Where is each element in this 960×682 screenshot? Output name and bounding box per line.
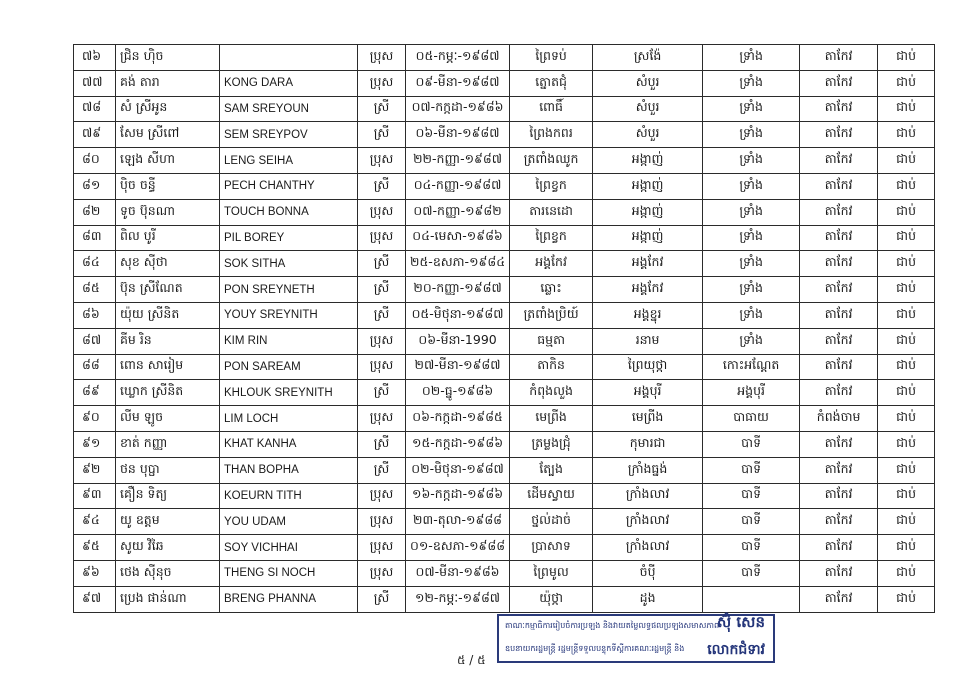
- cell-number: ៧៧: [74, 70, 116, 96]
- cell-province: តាកែវ: [800, 483, 878, 509]
- cell-number: ៩១: [74, 431, 116, 457]
- cell-number: ៩៥: [74, 535, 116, 561]
- cell-result: ជាប់: [878, 509, 935, 535]
- cell-birthdate: ១៥-កក្កដា-១៩៨៦: [406, 431, 510, 457]
- cell-village: អង្គកែវ: [510, 251, 593, 277]
- stamp-line-2: ឧបនាយករដ្ឋមន្ត្រី រដ្ឋមន្ត្រីទទួលបន្ទុកទីស្តីការគណៈរដ្ឋមន្ត្រី និង: [505, 644, 685, 653]
- table-row: [74, 354, 935, 380]
- cell-district: កោះអណ្តែត: [703, 354, 800, 380]
- cell-result: ជាប់: [878, 431, 935, 457]
- table-body: [74, 45, 935, 613]
- cell-village: ឆ្លោះ: [510, 277, 593, 303]
- cell-province: តាកែវ: [800, 431, 878, 457]
- cell-sex: ស្រី: [358, 173, 406, 199]
- cell-birthdate: ១៦-កក្កដា-១៩៨៦: [406, 483, 510, 509]
- cell-district: ទ្រាំង: [703, 277, 800, 303]
- cell-province: តាកែវ: [800, 225, 878, 251]
- cell-village: ព្រៃខ្វក: [510, 173, 593, 199]
- cell-birthdate: ២៧-មីនា-១៩៨៧: [406, 354, 510, 380]
- cell-district: បាទី: [703, 483, 800, 509]
- cell-result: ជាប់: [878, 277, 935, 303]
- cell-name-latin: LIM LOCH: [220, 406, 358, 432]
- cell-birthdate: ០៦-មីនា-១៩៨៧: [406, 122, 510, 148]
- cell-name-latin: KOEURN TITH: [220, 483, 358, 509]
- cell-province: តាកែវ: [800, 328, 878, 354]
- cell-village: ដើមស្វាយ: [510, 483, 593, 509]
- cell-commune: ក្រាំងលាវ: [593, 483, 703, 509]
- stamp-line-1: តាណៈកម្មាធិការរៀបចំការប្រឡង និងវាយតម្លៃលទ្ធផលប្រឡងសមាសភាព: [505, 621, 720, 630]
- cell-birthdate: ០៤-មេសា-១៩៨៦: [406, 225, 510, 251]
- cell-number: ៧៨: [74, 96, 116, 122]
- cell-name-khmer: ប្រេង ផាន់ណា: [116, 586, 220, 612]
- cell-sex: ប្រុស: [358, 148, 406, 174]
- cell-birthdate: ២២-កញ្ញា-១៩៨៧: [406, 148, 510, 174]
- cell-name-khmer: គីម រិន: [116, 328, 220, 354]
- cell-province: តាកែវ: [800, 560, 878, 586]
- cell-number: ៩៦: [74, 560, 116, 586]
- cell-name-khmer: យ៉ុយ ស្រីនិត: [116, 302, 220, 328]
- cell-name-khmer: ខាត់ កញ្ញា: [116, 431, 220, 457]
- cell-sex: ស្រី: [358, 96, 406, 122]
- cell-result: ជាប់: [878, 148, 935, 174]
- cell-district: ទ្រាំង: [703, 302, 800, 328]
- cell-district: ទ្រាំង: [703, 225, 800, 251]
- cell-birthdate: ០៤-កញ្ញា-១៩៨៧: [406, 173, 510, 199]
- cell-number: ៨០: [74, 148, 116, 174]
- cell-name-latin: SOK SITHA: [220, 251, 358, 277]
- results-table: [73, 44, 935, 613]
- cell-birthdate: ០៦-មីនា-1990: [406, 328, 510, 354]
- cell-sex: ប្រុស: [358, 45, 406, 71]
- cell-sex: ស្រី: [358, 380, 406, 406]
- cell-result: ជាប់: [878, 406, 935, 432]
- table-row: [74, 328, 935, 354]
- cell-sex: ប្រុស: [358, 70, 406, 96]
- cell-village: ព្រៃខ្វក: [510, 225, 593, 251]
- cell-sex: ស្រី: [358, 122, 406, 148]
- cell-result: ជាប់: [878, 457, 935, 483]
- cell-name-khmer: ពិល បូរី: [116, 225, 220, 251]
- cell-birthdate: ០៥-មិថុនា-១៩៨៧: [406, 302, 510, 328]
- cell-sex: ប្រុស: [358, 509, 406, 535]
- cell-number: ៨៨: [74, 354, 116, 380]
- cell-province: តាកែវ: [800, 354, 878, 380]
- cell-number: ៨៣: [74, 225, 116, 251]
- cell-name-khmer: ឡេង សីហា: [116, 148, 220, 174]
- table-row: [74, 586, 935, 612]
- cell-village: មេព្រីង: [510, 406, 593, 432]
- cell-district: ទ្រាំង: [703, 122, 800, 148]
- table-row: [74, 302, 935, 328]
- cell-district: បាទី: [703, 431, 800, 457]
- cell-commune: អង្គបុរី: [593, 380, 703, 406]
- cell-province: តាកែវ: [800, 302, 878, 328]
- cell-commune: អង្កាញ់: [593, 225, 703, 251]
- cell-sex: ស្រី: [358, 431, 406, 457]
- cell-village: ប្រាសាទ: [510, 535, 593, 561]
- cell-village: ត្រម្លងជ្រុំ: [510, 431, 593, 457]
- cell-name-khmer: ឃ្លោក ស្រីនិត: [116, 380, 220, 406]
- table-row: [74, 277, 935, 303]
- cell-birthdate: ០១-ឧសភា-១៩៨៨: [406, 535, 510, 561]
- cell-name-latin: SOY VICHHAI: [220, 535, 358, 561]
- cell-result: ជាប់: [878, 483, 935, 509]
- table-row: [74, 45, 935, 71]
- cell-district: បាធាយ: [703, 406, 800, 432]
- cell-province: កំពង់ចាម: [800, 406, 878, 432]
- cell-sex: ប្រុស: [358, 406, 406, 432]
- cell-name-latin: LENG SEIHA: [220, 148, 358, 174]
- cell-commune: សំបួរ: [593, 96, 703, 122]
- table-row: [74, 509, 935, 535]
- table-row: [74, 173, 935, 199]
- cell-result: ជាប់: [878, 199, 935, 225]
- cell-name-latin: THAN BOPHA: [220, 457, 358, 483]
- cell-district: អង្គបុរី: [703, 380, 800, 406]
- table-row: [74, 122, 935, 148]
- cell-commune: អង្កាញ់: [593, 173, 703, 199]
- cell-name-latin: BRENG PHANNA: [220, 586, 358, 612]
- cell-number: ៨៥: [74, 277, 116, 303]
- cell-commune: សំបួរ: [593, 122, 703, 148]
- cell-village: តាកិន: [510, 354, 593, 380]
- cell-commune: ក្រាំងលាវ: [593, 509, 703, 535]
- cell-district: ទ្រាំង: [703, 328, 800, 354]
- cell-commune: អង្គខ្នុរ: [593, 302, 703, 328]
- stamp-name-1: ស៊ុំ សេន: [716, 613, 765, 631]
- cell-sex: ប្រុស: [358, 483, 406, 509]
- cell-birthdate: ០៩-មីនា-១៩៨៧: [406, 70, 510, 96]
- cell-commune: ព្រៃយុថ្កា: [593, 354, 703, 380]
- table-row: [74, 148, 935, 174]
- table-row: [74, 96, 935, 122]
- cell-district: បាទី: [703, 560, 800, 586]
- cell-result: ជាប់: [878, 328, 935, 354]
- table-row: [74, 70, 935, 96]
- cell-district: ទ្រាំង: [703, 173, 800, 199]
- cell-name-latin: THENG SI NOCH: [220, 560, 358, 586]
- cell-village: កំពុងលួង: [510, 380, 593, 406]
- cell-name-latin: YOUY SREYNITH: [220, 302, 358, 328]
- cell-name-khmer: ថន បុប្ផា: [116, 457, 220, 483]
- stamp-name-2: លោកជំទាវ: [707, 642, 765, 658]
- cell-province: តាកែវ: [800, 96, 878, 122]
- cell-village: ត្នោតជុំ: [510, 70, 593, 96]
- cell-sex: ប្រុស: [358, 225, 406, 251]
- cell-name-latin: SAM SREYOUN: [220, 96, 358, 122]
- cell-village: ត្រពាំងឈូក: [510, 148, 593, 174]
- cell-name-latin: SEM SREYPOV: [220, 122, 358, 148]
- cell-commune: អង្កាញ់: [593, 148, 703, 174]
- cell-birthdate: ០៥-កម្ភៈ-១៩៨៧: [406, 45, 510, 71]
- cell-name-khmer: សំ ស្រីអូន: [116, 96, 220, 122]
- table-row: [74, 431, 935, 457]
- cell-name-latin: TOUCH BONNA: [220, 199, 358, 225]
- cell-sex: ប្រុស: [358, 535, 406, 561]
- cell-result: ជាប់: [878, 535, 935, 561]
- cell-commune: រនាម: [593, 328, 703, 354]
- cell-village: ថ្នល់ដាច់: [510, 509, 593, 535]
- cell-commune: កុមារជា: [593, 431, 703, 457]
- cell-province: តាកែវ: [800, 199, 878, 225]
- cell-result: ជាប់: [878, 251, 935, 277]
- cell-sex: ស្រី: [358, 277, 406, 303]
- cell-province: តាកែវ: [800, 70, 878, 96]
- cell-village: ធម្មតា: [510, 328, 593, 354]
- cell-village: ត្បែង: [510, 457, 593, 483]
- cell-birthdate: ០៧-កញ្ញា-១៩៨២: [406, 199, 510, 225]
- cell-province: តាកែវ: [800, 45, 878, 71]
- cell-result: ជាប់: [878, 122, 935, 148]
- table-row: [74, 199, 935, 225]
- cell-province: តាកែវ: [800, 122, 878, 148]
- cell-village: ព្រៃទប់: [510, 45, 593, 71]
- cell-province: តាកែវ: [800, 380, 878, 406]
- cell-name-khmer: គឿន ទិត្យ: [116, 483, 220, 509]
- cell-result: ជាប់: [878, 586, 935, 612]
- cell-birthdate: ០៧-មីនា-១៩៨៦: [406, 560, 510, 586]
- cell-name-khmer: សូយ វិឆៃ: [116, 535, 220, 561]
- cell-commune: ស្រង៉ែ: [593, 45, 703, 71]
- cell-number: ៩២: [74, 457, 116, 483]
- cell-number: ៧៦: [74, 45, 116, 71]
- table-row: [74, 406, 935, 432]
- cell-name-latin: YOU UDAM: [220, 509, 358, 535]
- cell-sex: ស្រី: [358, 302, 406, 328]
- cell-commune: អង្គកែវ: [593, 251, 703, 277]
- cell-name-latin: PON SAREAM: [220, 354, 358, 380]
- cell-number: ៩៧: [74, 586, 116, 612]
- cell-number: ៩៤: [74, 509, 116, 535]
- cell-province: តាកែវ: [800, 251, 878, 277]
- cell-commune: ក្រាំងលាវ: [593, 535, 703, 561]
- cell-number: ៧៩: [74, 122, 116, 148]
- cell-village: ត្រពាំងប្រិយ៍: [510, 302, 593, 328]
- cell-village: ព្រៃមូល: [510, 560, 593, 586]
- cell-result: ជាប់: [878, 70, 935, 96]
- cell-number: ៨៩: [74, 380, 116, 406]
- cell-name-khmer: ប៉ិច ចន្ធី: [116, 173, 220, 199]
- cell-birthdate: ០២-ធ្នូ-១៩៨៦: [406, 380, 510, 406]
- cell-name-khmer: សុខ ស៊ីថា: [116, 251, 220, 277]
- cell-village: តារនេដោ: [510, 199, 593, 225]
- cell-commune: ចំបុី: [593, 560, 703, 586]
- cell-province: តាកែវ: [800, 173, 878, 199]
- cell-birthdate: ២៥-ឧសភា-១៩៨៤: [406, 251, 510, 277]
- cell-commune: អង្គកែវ: [593, 277, 703, 303]
- cell-province: តាកែវ: [800, 277, 878, 303]
- cell-district: ទ្រាំង: [703, 96, 800, 122]
- cell-birthdate: ២៣-តុលា-១៩៨៨: [406, 509, 510, 535]
- cell-name-khmer: ថេង ស៊ីនុច: [116, 560, 220, 586]
- cell-name-khmer: លីម ឡូច: [116, 406, 220, 432]
- official-stamp: [497, 614, 775, 663]
- cell-name-khmer: ប៊ុន ស្រីណែត: [116, 277, 220, 303]
- cell-name-latin: KONG DARA: [220, 70, 358, 96]
- cell-sex: ប្រុស: [358, 354, 406, 380]
- page-number: ៥ / ៥: [457, 653, 486, 667]
- table-row: [74, 483, 935, 509]
- cell-commune: ក្រាំងធ្នង់: [593, 457, 703, 483]
- cell-number: ៨១: [74, 173, 116, 199]
- cell-sex: ស្រី: [358, 586, 406, 612]
- cell-district: ទ្រាំង: [703, 148, 800, 174]
- cell-name-khmer: ជ្រិន ហ៊ិច: [116, 45, 220, 71]
- cell-name-latin: PIL BOREY: [220, 225, 358, 251]
- cell-sex: ប្រុស: [358, 328, 406, 354]
- table-row: [74, 560, 935, 586]
- cell-province: តាកែវ: [800, 586, 878, 612]
- cell-district: បាទី: [703, 509, 800, 535]
- cell-result: ជាប់: [878, 45, 935, 71]
- cell-province: តាកែវ: [800, 148, 878, 174]
- cell-number: ៨៧: [74, 328, 116, 354]
- cell-province: តាកែវ: [800, 535, 878, 561]
- cell-district: ទ្រាំង: [703, 199, 800, 225]
- cell-commune: សំបួរ: [593, 70, 703, 96]
- cell-village: ព្រៃងកពរ: [510, 122, 593, 148]
- cell-result: ជាប់: [878, 225, 935, 251]
- table-row: [74, 225, 935, 251]
- cell-commune: មេព្រីង: [593, 406, 703, 432]
- cell-district: បាទី: [703, 535, 800, 561]
- cell-district: ទ្រាំង: [703, 45, 800, 71]
- cell-province: តាកែវ: [800, 457, 878, 483]
- cell-name-khmer: ពោន សារៀម: [116, 354, 220, 380]
- cell-sex: ប្រុស: [358, 199, 406, 225]
- cell-birthdate: ០៦-កក្កដា-១៩៨៥: [406, 406, 510, 432]
- cell-number: ៨៦: [74, 302, 116, 328]
- cell-result: ជាប់: [878, 380, 935, 406]
- table-row: [74, 251, 935, 277]
- table-row: [74, 535, 935, 561]
- cell-birthdate: ២០-កញ្ញា-១៩៨៧: [406, 277, 510, 303]
- cell-birthdate: ០២-មិថុនា-១៩៨៧: [406, 457, 510, 483]
- cell-number: ៩០: [74, 406, 116, 432]
- cell-result: ជាប់: [878, 173, 935, 199]
- cell-commune: ដូង: [593, 586, 703, 612]
- cell-name-latin: PON SREYNETH: [220, 277, 358, 303]
- cell-district: [703, 586, 800, 612]
- cell-district: ទ្រាំង: [703, 251, 800, 277]
- table-row: [74, 457, 935, 483]
- cell-result: ជាប់: [878, 560, 935, 586]
- cell-name-khmer: យូ ឧត្តម: [116, 509, 220, 535]
- cell-number: ៨៤: [74, 251, 116, 277]
- cell-name-khmer: ទូច ប៊ុនណា: [116, 199, 220, 225]
- cell-name-khmer: សែម ស្រីពៅ: [116, 122, 220, 148]
- cell-village: យ៉ុថ្កា: [510, 586, 593, 612]
- cell-name-latin: [220, 45, 358, 71]
- cell-sex: ស្រី: [358, 457, 406, 483]
- cell-commune: អង្កាញ់: [593, 199, 703, 225]
- cell-village: ពោធិ៍: [510, 96, 593, 122]
- table-row: [74, 380, 935, 406]
- cell-district: បាទី: [703, 457, 800, 483]
- cell-birthdate: ១២-កម្ភៈ-១៩៨៧: [406, 586, 510, 612]
- cell-name-latin: KHLOUK SREYNITH: [220, 380, 358, 406]
- cell-birthdate: ០៧-កក្កដា-១៩៨៦: [406, 96, 510, 122]
- cell-name-latin: KHAT KANHA: [220, 431, 358, 457]
- cell-name-latin: PECH CHANTHY: [220, 173, 358, 199]
- cell-sex: ប្រុស: [358, 560, 406, 586]
- cell-sex: ស្រី: [358, 251, 406, 277]
- cell-result: ជាប់: [878, 96, 935, 122]
- cell-province: តាកែវ: [800, 509, 878, 535]
- cell-name-khmer: គង់ តារា: [116, 70, 220, 96]
- cell-number: ៨២: [74, 199, 116, 225]
- cell-name-latin: KIM RIN: [220, 328, 358, 354]
- cell-number: ៩៣: [74, 483, 116, 509]
- cell-district: ទ្រាំង: [703, 70, 800, 96]
- cell-result: ជាប់: [878, 302, 935, 328]
- cell-result: ជាប់: [878, 354, 935, 380]
